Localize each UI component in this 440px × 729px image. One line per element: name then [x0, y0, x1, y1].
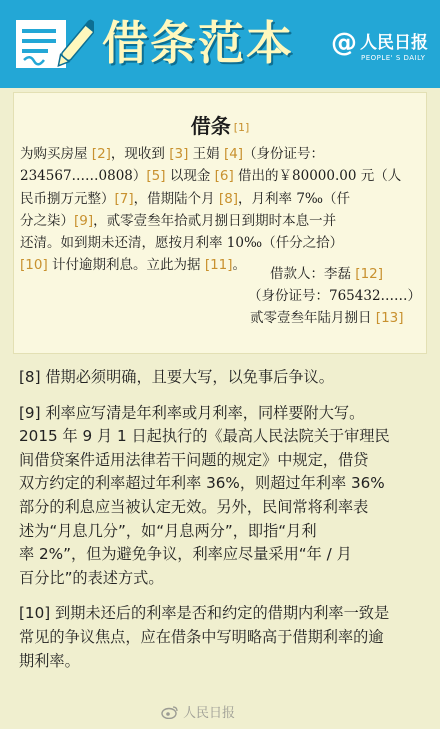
- iou-text: 为购买房屋: [20, 146, 92, 162]
- iou-line: [20, 232, 422, 254]
- note-line: [10] 到期未还后的利率是否和约定的借期内利率一致是: [19, 604, 390, 623]
- iou-text: ，借期陆个月: [133, 190, 219, 207]
- footnote-reference: [4]: [223, 146, 244, 162]
- note-line: [9] 利率应写清是年利率或月利率，同样要附大写。: [19, 403, 365, 422]
- footnote-reference: [5]: [146, 168, 166, 185]
- iou-text: （身份证号：: [243, 146, 325, 162]
- note-line: 期利率。: [19, 651, 80, 670]
- document-title: [0, 110, 440, 139]
- note-pen-icon: [14, 16, 94, 74]
- iou-text: ，月利率 7‰（仟: [238, 190, 351, 207]
- note-paragraph: [19, 366, 427, 390]
- footnote-reference: [8]: [218, 190, 239, 207]
- note-line: 率 2%”，但为避免争议，利率应尽量采用“年 / 月: [19, 545, 352, 564]
- note-line: 常见的争议焦点，应在借条中写明略高于借期利率的逾: [19, 627, 384, 646]
- iou-text: ，现收到: [110, 146, 170, 162]
- iou-line: [20, 188, 422, 210]
- borrower-name: 借款人：李磊: [270, 266, 356, 282]
- date-reference: [13]: [375, 310, 404, 326]
- signature-date-line: [250, 307, 404, 329]
- brand-name: 人民日报: [360, 33, 428, 53]
- iou-text: 还清。如到期未还清，愿按月利率 10‰（仟分之拾）: [20, 235, 344, 252]
- brand-logo: [331, 30, 428, 62]
- borrower-id: （身份证号：765432……）: [248, 288, 422, 304]
- iou-body: [20, 143, 422, 277]
- footnote-reference: [2]: [91, 146, 111, 162]
- footnote-reference: [7]: [114, 190, 134, 207]
- footnote-reference: [10]: [20, 257, 48, 274]
- borrower-reference: [12]: [355, 266, 384, 282]
- weibo-icon: [161, 705, 179, 719]
- watermark: [161, 702, 235, 721]
- iou-text: 。: [232, 257, 247, 274]
- note-line: 双方约定的利率超过年利率 36%，则超过年利率 36%: [19, 474, 385, 493]
- note-line: 部分的利息应当被认定无效。另外，民间常将利率表: [19, 497, 369, 516]
- footnote-reference: [3]: [169, 146, 189, 162]
- banner: [0, 0, 440, 88]
- note-line: 间借贷案件适用法律若干问题的规定》中规定，借贷: [19, 450, 369, 469]
- iou-text: 借出的￥80000.00 元（人: [233, 168, 402, 185]
- footnote-reference: [6]: [214, 168, 234, 185]
- iou-text: 以现金: [165, 168, 215, 185]
- borrower-line: [270, 263, 383, 285]
- note-paragraph: [19, 602, 427, 673]
- iou-line: [20, 210, 422, 232]
- note-line: 2015 年 9 月 1 日起执行的《最高人民法院关于审理民: [19, 427, 390, 446]
- iou-text: 计付逾期利息。立此为据: [47, 257, 205, 274]
- iou-line: [20, 143, 422, 165]
- iou-text: 王娟: [188, 146, 224, 162]
- iou-text: ，贰零壹叁年拾贰月捌日到期时本息一并: [93, 212, 337, 229]
- banner-title: 借条范本: [102, 16, 294, 70]
- note-line: [8] 借期必须明确，且要大写，以免事后争议。: [19, 368, 334, 386]
- iou-text: 民币捌万元整）: [20, 190, 115, 207]
- watermark-text: 人民日报: [183, 706, 236, 721]
- document-title-text: 借条: [190, 114, 231, 138]
- footnote-reference: [11]: [204, 257, 233, 274]
- iou-text: 分之柒）: [20, 212, 74, 229]
- note-line: 述为“月息几分”，如“月息两分”，即指“月利: [19, 521, 317, 540]
- note-line: 百分比”的表述方式。: [19, 568, 164, 587]
- at-icon: @: [331, 28, 357, 58]
- brand-english: PEOPLE' S DAILY: [361, 54, 426, 62]
- iou-line: [20, 165, 422, 187]
- footnote-reference: [9]: [74, 212, 94, 229]
- note-paragraph: [19, 402, 427, 591]
- iou-text: 234567……0808）: [20, 168, 147, 185]
- title-reference: [1]: [233, 121, 250, 134]
- signature-date: 贰零壹叁年陆月捌日: [250, 310, 376, 326]
- notes: [19, 366, 427, 673]
